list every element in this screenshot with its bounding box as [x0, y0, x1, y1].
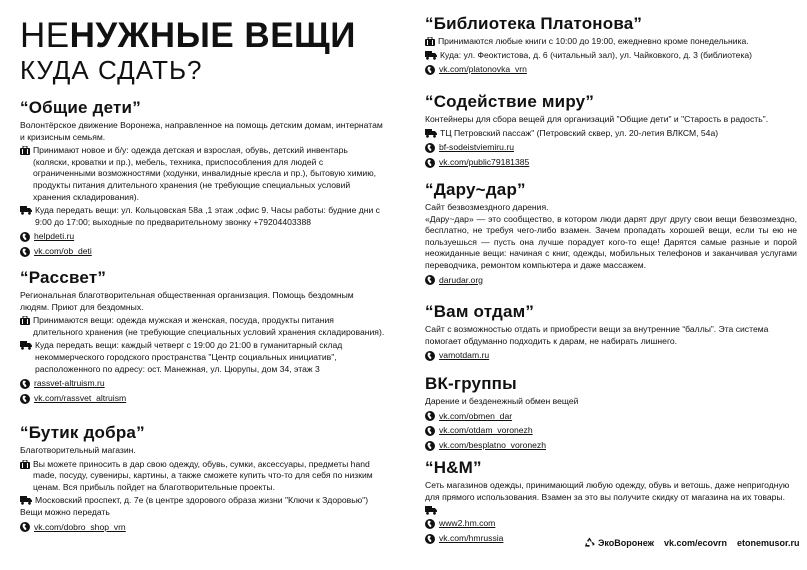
- accepts-text: Принимаются любые книги с 10:00 до 19:00, ежедневно кроме понедельника.: [438, 36, 749, 46]
- address-text: Куда передать вещи: ул. Кольцовская 58а ,1 этаж ,офис 9. Часы работы: будние дни с 9:00 до 17:00; выходные по предварительному звонку +79204403388: [35, 205, 380, 227]
- vk-link[interactable]: vk.com/hmrussia: [425, 533, 797, 545]
- address-row: [20, 340, 385, 375]
- globe-icon: [425, 426, 435, 436]
- section-description: Волонтёрское движение Воронежа, направленное на помощь детским домам, интернатам и кризисным семьям.: [20, 120, 383, 142]
- section-title: “Рассвет”: [20, 268, 107, 287]
- address-text: Московский проспект, д. 7е (в центре здорового образа жизни "Ключи к Здоровью"): [35, 495, 369, 506]
- section-biblioteka: [425, 14, 797, 76]
- section-sodeistvie: [425, 92, 797, 168]
- website-link[interactable]: www2.hm.com: [425, 518, 797, 530]
- section-description: Дарение и безденежный обмен вещей: [425, 396, 579, 406]
- eco-logo: [584, 537, 654, 548]
- globe-icon: [425, 275, 435, 285]
- section-description: Сайт с возможностью отдать и приобрести вещи за внутренние “баллы”. Эта система помогает обдуманно подходить к дарам, не набирать лишнего.: [425, 324, 769, 346]
- briefcase-icon: [425, 37, 435, 46]
- truck-icon: [20, 206, 32, 215]
- section-butik-dobra: [20, 423, 385, 533]
- vk-link[interactable]: vk.com/rassvet_altruism: [20, 393, 385, 405]
- vk-link[interactable]: vk.com/obmen_dar: [425, 411, 797, 423]
- website-link[interactable]: darudar.org: [425, 275, 797, 287]
- globe-icon: [425, 65, 435, 75]
- page-header: [20, 18, 356, 83]
- address-row: [425, 128, 797, 140]
- globe-icon: [425, 158, 435, 168]
- vk-link[interactable]: vk.com/otdam_voronezh: [425, 425, 797, 437]
- section-title: “H&M”: [425, 458, 482, 477]
- section-body: «Дару~дар» — это сообщество, в котором люди дарят друг другу свои вещи безвозмездно, бесплатно, не требуя чего-либо взамен. Зачем пропадать хорошей вещи, если ты ею не пользуешься — пусть она лучше порадует кого-то еще! Дарятся самые разные и порой неожиданные вещи: начиная с книг, одежды, мобильных телефонов и заканчивая услугами переводчика, ремонтом компьютера и даже массажем.: [425, 213, 797, 270]
- accepts-text: Принимаются вещи: одежда мужская и женская, посуда, продукты питания длительного хранения (не требующие специальных условий хранения складирования).: [33, 315, 385, 337]
- title-light: НЕ: [20, 16, 70, 55]
- accepts-row: [20, 315, 385, 338]
- address-text: Куда: ул. Феоктистова, д. 6 (читальный зал), ул. Чайковкого, д. 3 (библиотека): [440, 49, 753, 60]
- section-hm: [425, 458, 797, 544]
- section-vk-groups: [425, 374, 797, 451]
- section-title: “Дару~дар”: [425, 180, 526, 199]
- section-vam-otdam: [425, 302, 797, 362]
- brand-name: ЭкоВоронеж: [598, 537, 654, 548]
- vk-link[interactable]: vk.com/besplatno_voronezh: [425, 440, 797, 452]
- globe-icon: [20, 522, 30, 532]
- section-title: “Библиотека Платонова”: [425, 14, 643, 33]
- section-description: Региональная благотворительная общественная организация. Помощь бездомным людям. Приют для бездомных.: [20, 290, 354, 312]
- globe-icon: [20, 232, 30, 242]
- note-text: Вещи можно передать: [20, 506, 110, 517]
- truck-icon: [425, 506, 437, 515]
- address-row: [425, 50, 797, 62]
- section-title: “Бутик добра”: [20, 423, 145, 442]
- vk-link[interactable]: vk.com/platonovka_vrn: [425, 64, 797, 76]
- footer-site-link[interactable]: etonemusor.ru: [737, 537, 800, 548]
- section-description: Сеть магазинов одежды, принимающий любую одежду, обувь и ветошь, даже непригодную для прямого использования. Взамен за это вы получите скидку от магазина на их товары.: [425, 480, 790, 502]
- page-title: [20, 18, 356, 53]
- section-description: Благотворительный магазин.: [20, 445, 136, 455]
- page-subtitle: КУДА СДАТЬ?: [20, 55, 203, 85]
- section-obshie-deti: [20, 98, 385, 258]
- section-title: “Общие дети”: [20, 98, 141, 117]
- address-row: [20, 495, 385, 507]
- recycle-icon: [584, 537, 595, 548]
- vk-link[interactable]: vk.com/dobro_shop_vrn: [20, 522, 385, 534]
- website-link[interactable]: rassvet-altruism.ru: [20, 378, 385, 390]
- globe-icon: [20, 247, 30, 257]
- globe-icon: [425, 441, 435, 451]
- address-text: ТЦ Петровский пассаж" (Петровский сквер, ул. 20-летия ВЛКСМ, 54а): [440, 127, 719, 138]
- accepts-text: Вы можете приносить в дар свою одежду, обувь, сумки, аксессуары, предметы hand made, посуду, сувениры, картины, а также сможете купить что-то для себя по низким ценам. Вся прибыль пойдет на благотворительные проекты.: [33, 458, 373, 492]
- truck-icon: [425, 51, 437, 60]
- vk-link[interactable]: vk.com/public79181385: [425, 157, 797, 169]
- footer: [584, 537, 800, 548]
- title-bold: НУЖНЫЕ ВЕЩИ: [69, 16, 356, 55]
- section-title: ВК-группы: [425, 374, 517, 393]
- website-link[interactable]: bf-sodeistviemiru.ru: [425, 142, 797, 154]
- footer-vk-link[interactable]: vk.com/ecovrn: [663, 537, 728, 548]
- section-description: Сайт безвозмездного дарения.: [425, 202, 549, 212]
- globe-icon: [425, 143, 435, 153]
- truck-icon: [20, 496, 32, 505]
- website-link[interactable]: vamotdam.ru: [425, 350, 797, 362]
- section-rassvet: [20, 268, 385, 404]
- accepts-row: [20, 459, 385, 494]
- section-title: “Содействие миру”: [425, 92, 595, 111]
- accepts-text: Принимают новое и б/у: одежда детская и взрослая, обувь, детский инвентарь (коляски, кроватки и пр.), мебель, техника, приспособления для людей с ограниченными возможностями (ходунки, инвалидные кресла и пр.), бытовую химию, продукты питания длительного хранения (не требующие специальных условий хранения складирования).: [33, 145, 377, 202]
- vk-link[interactable]: vk.com/ob_deti: [20, 246, 385, 258]
- section-description: Контейнеры для сбора вещей для организаций "Общие дети" и "Старость в радость".: [425, 114, 769, 124]
- accepts-row: [20, 145, 385, 203]
- globe-icon: [20, 394, 30, 404]
- website-link[interactable]: helpdeti.ru: [20, 231, 385, 243]
- truck-icon: [20, 341, 32, 350]
- globe-icon: [425, 519, 435, 529]
- briefcase-icon: [20, 460, 30, 469]
- briefcase-icon: [20, 146, 30, 155]
- address-row: [425, 505, 797, 515]
- address-row: [20, 205, 385, 228]
- globe-icon: [20, 379, 30, 389]
- globe-icon: [425, 351, 435, 361]
- section-darudar: [425, 180, 797, 286]
- section-title: “Вам отдам”: [425, 302, 535, 321]
- truck-icon: [425, 129, 437, 138]
- globe-icon: [425, 411, 435, 421]
- briefcase-icon: [20, 316, 30, 325]
- accepts-row: [425, 36, 797, 48]
- globe-icon: [425, 534, 435, 544]
- address-text: Куда передать вещи: каждый четверг с 19:00 до 21:00 в гуманитарный склад некоммерческого городского пространства "Центр социальных инициатив", расположенного по адресу: ост. Манежная, ул. Цюрупы, дом 34, этаж 3: [35, 340, 343, 374]
